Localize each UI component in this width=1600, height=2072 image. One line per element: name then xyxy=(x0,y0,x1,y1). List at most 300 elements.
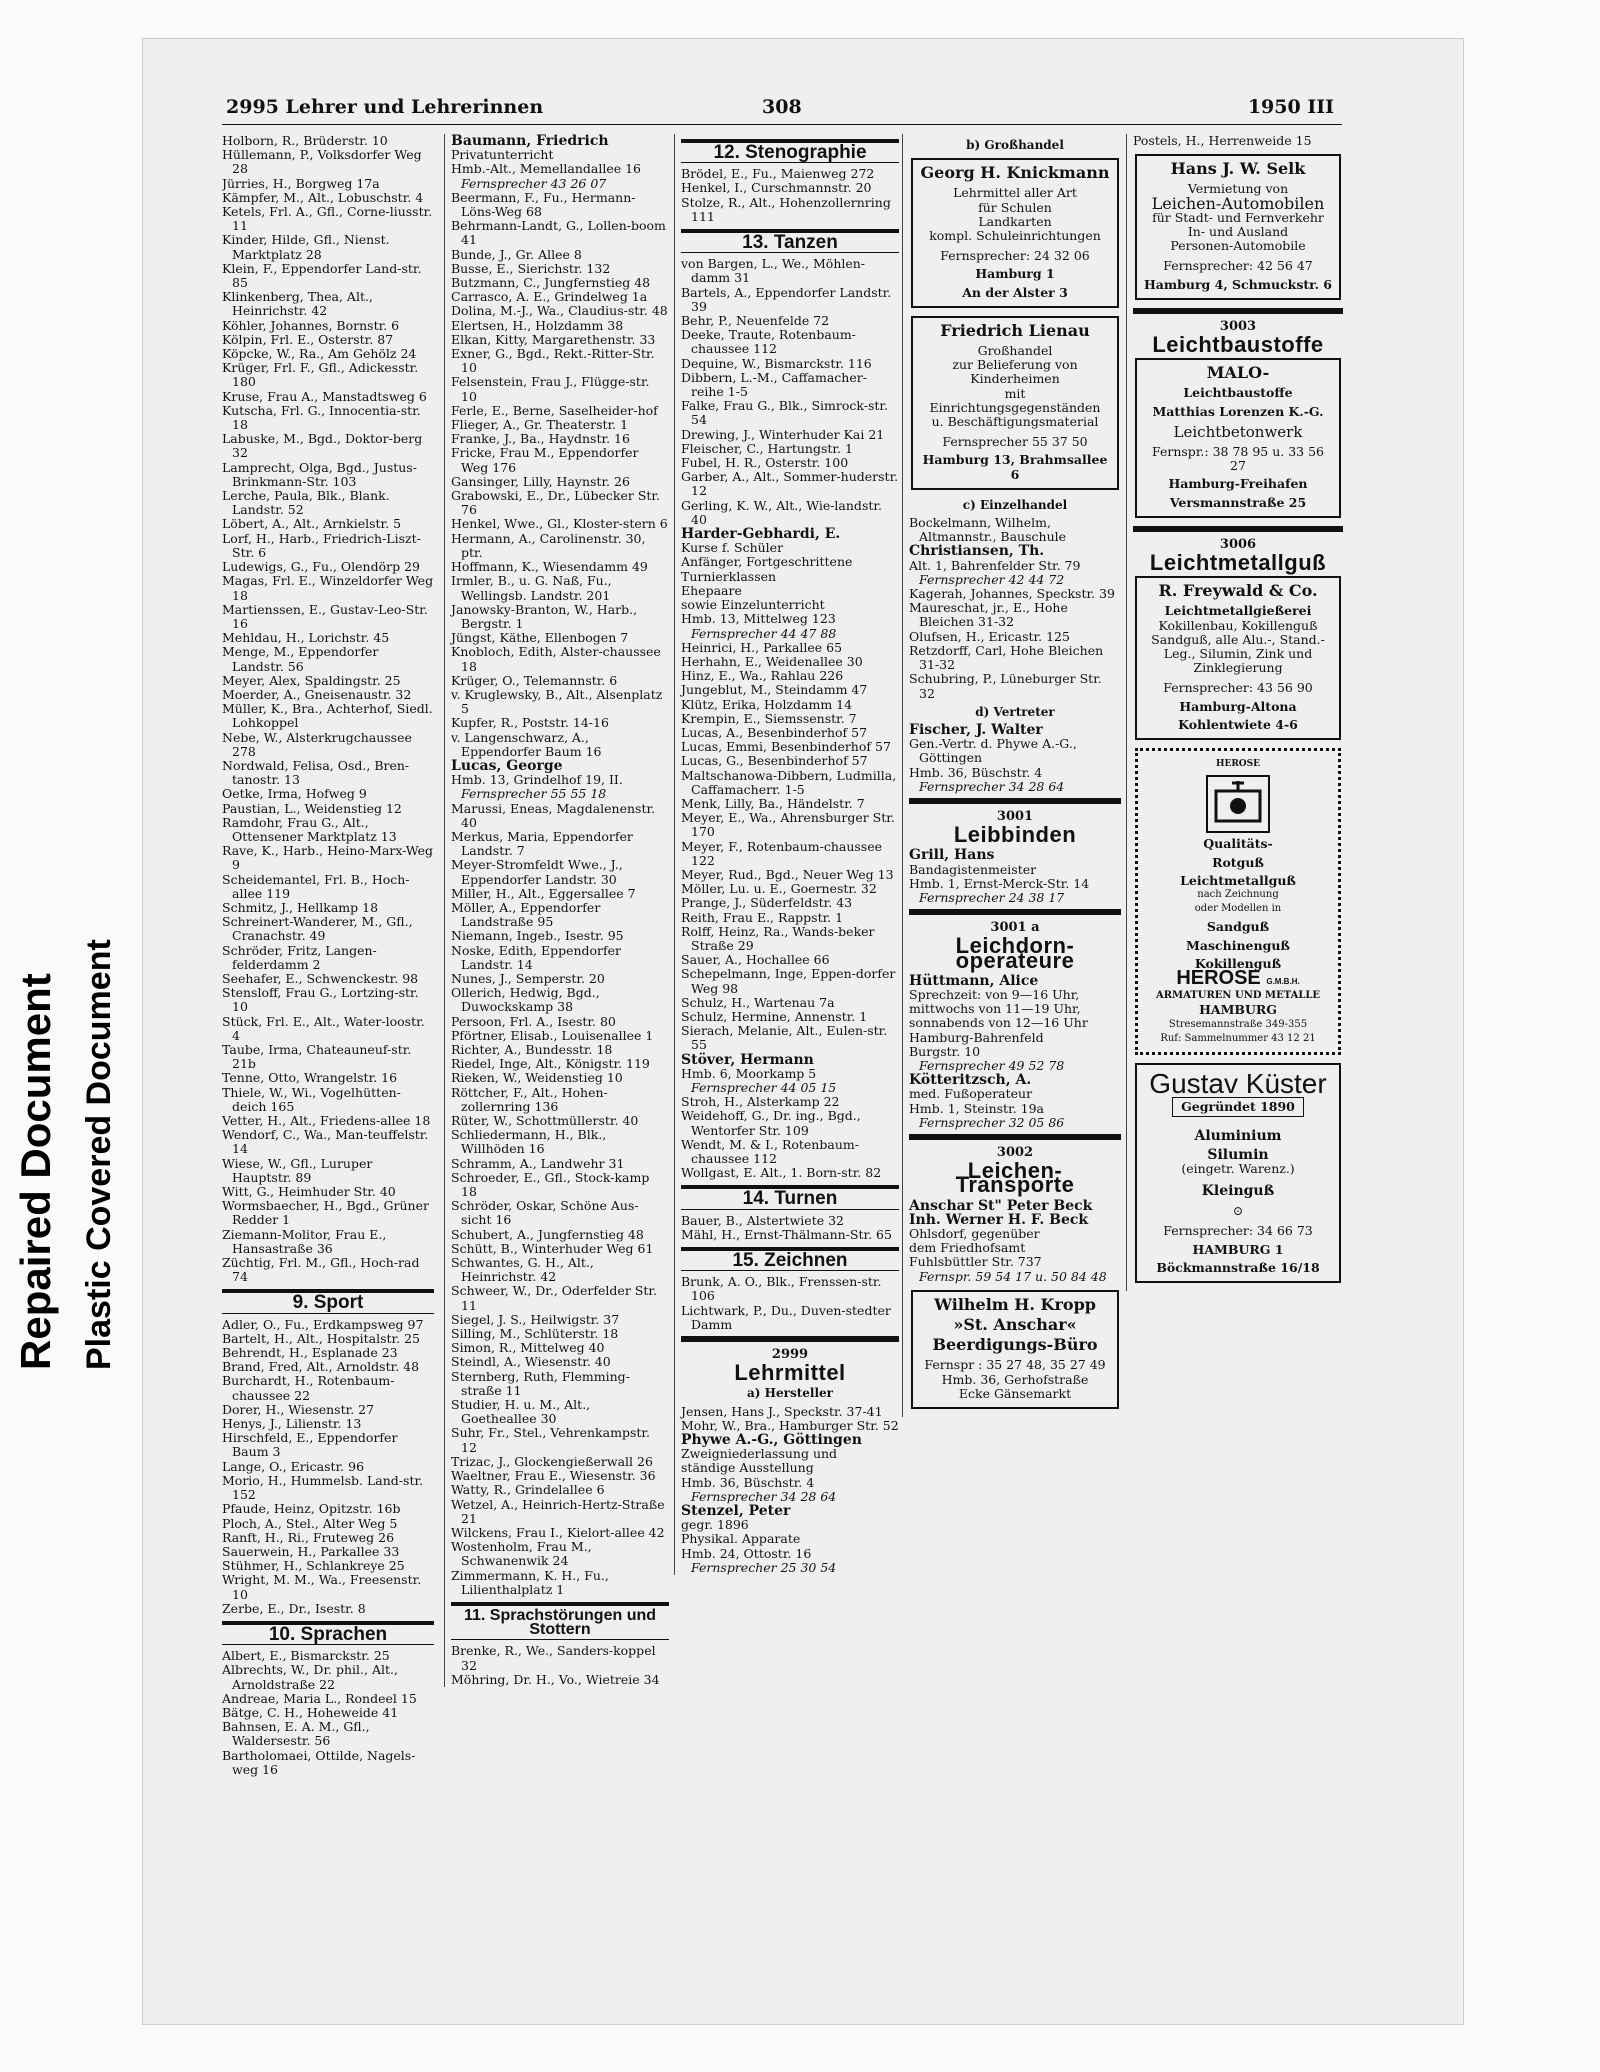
list-item: Lucas, G., Besenbinderhof 57 xyxy=(681,753,868,769)
list-item: Martienssen, E., Gustav-Leo-Str. 16 xyxy=(222,601,428,631)
section-stenographie: 12. Stenographie xyxy=(681,139,899,163)
list-item: Gen.-Vertr. d. Phywe A.-G., Göttingen xyxy=(909,736,1077,766)
list-item: Vetter, H., Alt., Friedens-allee 18 xyxy=(222,1113,431,1129)
ad-freywald-sub: Leichtmetallgießerei xyxy=(1164,603,1312,619)
list-item: Physikal. Apparate xyxy=(681,1531,801,1547)
list-item: mittwochs von 11—19 Uhr, xyxy=(909,1001,1081,1017)
ad-freywald-name: R. Freywald & Co. xyxy=(1158,581,1318,601)
list-item: Lucas, Emmi, Besenbinderhof 57 xyxy=(681,739,891,755)
list-item: Meyer, Rud., Bgd., Neuer Weg 13 xyxy=(681,866,894,882)
list-item: Grabowski, E., Dr., Lübecker Str. 76 xyxy=(451,488,660,518)
list-item: Schreinert-Wanderer, M., Gfl., Cranachstr. 49 xyxy=(222,914,413,944)
list-item: Schröder, Fritz, Langen-felderdamm 2 xyxy=(222,942,377,972)
list-item: Hmb.-Alt., Memellandallee 16 xyxy=(451,161,641,177)
entry-stoever: Stöver, Hermann xyxy=(681,1051,814,1068)
ad-knickmann-name: Georg H. Knickmann xyxy=(920,163,1110,183)
list-item: Franke, J., Ba., Haydnstr. 16 xyxy=(451,431,630,447)
christ-lines xyxy=(909,559,1121,573)
list-item: Wendt, M. & I., Rotenbaum-chaussee 112 xyxy=(681,1136,859,1167)
list-item: Krüger, Frl. F., Gfl., Adickesstr. 180 xyxy=(222,360,419,390)
list-item: Müller, K., Bra., Achterhof, Siedl. Lohkoppel xyxy=(222,701,433,731)
list-item: Lamprecht, Olga, Bgd., Justus-Brinkmann-Str. 103 xyxy=(222,459,417,489)
ad-kuester-l1: Aluminium xyxy=(1194,1128,1282,1145)
list-item: Merkus, Maria, Eppendorfer Landstr. 7 xyxy=(451,828,633,859)
list-item: Menge, M., Eppendorfer Landstr. 56 xyxy=(222,644,379,674)
list-item: Meyer, E., Wa., Ahrensburger Str. 170 xyxy=(681,810,895,840)
list-item: Knobloch, Edith, Alster-chaussee 18 xyxy=(451,644,661,674)
list-item: Stück, Frl. E., Alt., Water-loostr. 4 xyxy=(222,1013,425,1043)
list-item: Janowsky-Branton, W., Harb., Bergstr. 1 xyxy=(451,601,638,631)
ad-kropp xyxy=(911,1290,1119,1409)
list-item: Möller, Lu. u. E., Goernestr. 32 xyxy=(681,881,877,897)
huett-phone: Fernsprecher 49 52 78 xyxy=(919,1057,1065,1073)
list-item: Kruse, Frau A., Manstadtsweg 6 xyxy=(222,388,427,404)
column-5 xyxy=(1126,134,1343,1291)
christ-phone: Fernsprecher 42 44 72 xyxy=(919,571,1065,587)
list-item: Privatunterricht xyxy=(451,147,554,163)
list-item: Zweigniederlassung und xyxy=(681,1446,838,1462)
list-item: Stühmer, H., Schlankreye 25 xyxy=(222,1558,405,1574)
list-item: Alt. 1, Bahrenfelder Str. 79 xyxy=(909,557,1081,573)
list-item: In- und Ausland xyxy=(1187,224,1289,240)
list-item: Möller, A., Eppendorfer Landstraße 95 xyxy=(451,899,601,930)
list-item: Kokillenbau, Kokillenguß xyxy=(1158,617,1318,633)
list-item: für Schulen xyxy=(978,199,1052,215)
list-item: Klein, F., Eppendorfer Land-str. 85 xyxy=(222,260,422,291)
storung-list xyxy=(451,1644,669,1687)
section-zeichnen: 15. Zeichnen xyxy=(681,1247,899,1271)
ad-malo-addr xyxy=(1143,477,1333,509)
subhead-grosshandel: b) Großhandel xyxy=(966,138,1064,152)
ad-kuester xyxy=(1135,1063,1341,1283)
list-item: Meyer, Alex, Spaldingstr. 25 xyxy=(222,672,401,688)
ad-knickmann-phone: Fernsprecher: 24 32 06 xyxy=(940,248,1090,264)
list-item: Bartels, A., Eppendorfer Landstr. 39 xyxy=(681,284,892,314)
list-item: Menk, Lilly, Ba., Händelstr. 7 xyxy=(681,795,865,811)
list-item: Versmannstraße 25 xyxy=(1169,494,1307,510)
section-tanzen: 13. Tanzen xyxy=(681,229,899,253)
teacher-list xyxy=(222,134,434,1284)
subhead-einzelhandel: c) Einzelhandel xyxy=(962,497,1068,512)
section-rule-3002 xyxy=(909,1134,1121,1140)
section-leichtmetallguss: Leichtmetallguß xyxy=(1149,550,1327,576)
herose-addr: Stresemannstraße 349-355 xyxy=(1168,1018,1308,1030)
list-item: Kutscha, Frl. G., Innocentia-str. 18 xyxy=(222,402,421,433)
list-item: Dibbern, L.-M., Caffamacher-reihe 1-5 xyxy=(681,369,867,400)
list-item: Hmb. 13, Mittelweg 123 xyxy=(681,611,836,627)
entry-harder: Harder-Gebhardi, E. xyxy=(681,526,841,543)
fischer-lines xyxy=(909,737,1121,780)
list-item: Hmb. 1, Ernst-Merck-Str. 14 xyxy=(909,875,1090,891)
list-item: Kämpfer, M., Alt., Lobuschstr. 4 xyxy=(222,189,424,205)
list-item: Rave, K., Harb., Heino-Marx-Weg 9 xyxy=(222,843,433,873)
ad-kropp-addr xyxy=(919,1373,1111,1401)
list-item: Schweer, W., Dr., Oderfelder Str. 11 xyxy=(451,1283,657,1313)
ad-kuester-l2: Silumin xyxy=(1207,1146,1269,1163)
herose-phone: Ruf: Sammelnummer 43 12 21 xyxy=(1160,1032,1316,1044)
ad-selk-addr: Hamburg 4, Schmuckstr. 6 xyxy=(1143,276,1332,292)
list-item: Wendorf, C., Wa., Man-teuffelstr. 14 xyxy=(222,1127,429,1157)
list-item: Bunde, J., Gr. Allee 8 xyxy=(451,246,582,262)
list-item: Wiese, W., Gfl., Luruper Hauptstr. 89 xyxy=(222,1155,373,1185)
side-labels xyxy=(0,850,140,1410)
list-item: Felsenstein, Frau J., Flügge-str. 10 xyxy=(451,374,650,404)
list-item: Nunes, J., Semperstr. 20 xyxy=(451,970,605,986)
list-item: oder Modellen in xyxy=(1194,903,1282,915)
list-item: Moerder, A., Gneisenaustr. 32 xyxy=(222,686,412,702)
column-3 xyxy=(674,134,899,1575)
list-item: Butzmann, C., Jungfernstieg 48 xyxy=(451,275,651,291)
section-leibbinden: Leibbinden xyxy=(953,822,1077,848)
list-item: Anfänger, Fortgeschrittene xyxy=(681,554,853,570)
list-item: Ziemann-Molitor, Frau E., Hansastraße 36 xyxy=(222,1226,387,1256)
list-item: Suhr, Fr., Stel., Vehrenkampstr. 12 xyxy=(451,1425,650,1455)
list-item: HAMBURG 1 xyxy=(1192,1241,1284,1257)
list-item: Krempin, E., Siemssenstr. 7 xyxy=(681,710,857,726)
number-2999: 2999 xyxy=(771,1347,809,1363)
teacher-list-2 xyxy=(451,191,669,759)
section-leichdorn: Leichdorn-operateure xyxy=(955,933,1075,973)
list-item: Henys, J., Lilienstr. 13 xyxy=(222,1416,362,1432)
entry-anschar-owner: Inh. Werner H. F. Beck xyxy=(909,1211,1089,1228)
list-item: gegr. 1896 xyxy=(681,1517,749,1533)
list-item: Hoffmann, K., Wiesendamm 49 xyxy=(451,559,648,575)
subhead-vertreter: d) Vertreter xyxy=(975,704,1055,719)
list-item: Maltschanowa-Dibbern, Ludmilla, Caffamacherr. 1-5 xyxy=(681,767,897,797)
stoever-lines xyxy=(681,1067,899,1081)
list-item: zur Belieferung von xyxy=(952,357,1078,373)
list-item: Schliedermann, H., Blk., Willhöden 16 xyxy=(451,1127,607,1157)
list-item: Magas, Frl. E., Winzeldorfer Weg 18 xyxy=(222,573,434,603)
harder-phone: Fernsprecher 44 47 88 xyxy=(691,625,837,641)
ad-kropp-name: Wilhelm H. Kropp xyxy=(934,1294,1096,1314)
list-item: Richter, A., Bundesstr. 18 xyxy=(451,1042,613,1057)
herose-brand-sub: G.M.B.H. xyxy=(1266,976,1300,986)
ad-malo-owner: Matthias Lorenzen K.-G. xyxy=(1152,403,1324,419)
section-rule-3006 xyxy=(1133,526,1343,532)
ad-lienau-addr xyxy=(919,453,1111,481)
list-item: Fricke, Frau M., Eppendorfer Weg 176 xyxy=(451,445,639,475)
list-item: Lehrmittel aller Art xyxy=(953,185,1077,201)
list-item: Bandagistenmeister xyxy=(909,861,1037,877)
list-item: Stolze, R., Alt., Hohenzollernring 111 xyxy=(681,194,891,224)
ad-lienau xyxy=(911,316,1119,490)
ad-kuester-l3: (eingetr. Warenz.) xyxy=(1181,1160,1295,1176)
list-item: Henkel, Wwe., Gl., Kloster-stern 6 xyxy=(451,516,668,532)
list-item: Kurse f. Schüler xyxy=(681,540,784,556)
list-item: Lichtwark, P., Du., Duven-stedter Damm xyxy=(681,1302,891,1332)
list-item: mit xyxy=(1004,385,1026,401)
list-item: Scheidemantel, Frl. B., Hoch-allee 119 xyxy=(222,871,410,901)
list-item: Ketels, Frl. A., Gfl., Corne-liusstr. 11 xyxy=(222,204,433,234)
list-item: Hamburg-Bahrenfeld xyxy=(909,1029,1044,1045)
herose-l1: Rotguß xyxy=(1212,854,1264,870)
herose-logo-badge: HEROSE xyxy=(1215,759,1261,770)
list-item: Weidehoff, G., Dr. ing., Bgd., Wentorfer Str. 109 xyxy=(681,1108,861,1138)
huett-lines xyxy=(909,988,1121,1059)
ad-selk-name: Hans J. W. Selk xyxy=(1170,159,1306,179)
harder-lines xyxy=(681,541,899,626)
list-item: Prange, J., Süderfeldstr. 43 xyxy=(681,895,853,911)
herose-arm: ARMATUREN UND METALLE xyxy=(1155,990,1321,1002)
list-item: Hamburg-Altona xyxy=(1179,698,1297,714)
section-rule-3001a xyxy=(909,909,1121,915)
number-3003: 3003 xyxy=(1219,318,1257,334)
list-item: Wostenholm, Frau M., Schwanenwik 24 xyxy=(451,1539,592,1569)
number-3002: 3002 xyxy=(996,1144,1034,1160)
entry-postels: Postels, H., Herrenweide 15 xyxy=(1133,134,1312,148)
ad-knickmann-addr xyxy=(919,267,1111,299)
column-1 xyxy=(222,134,434,1777)
stenzel-phone: Fernsprecher 25 30 54 xyxy=(691,1559,837,1575)
stenzel-lines xyxy=(681,1518,899,1561)
list-item: Lucas, A., Besenbinderhof 57 xyxy=(681,724,868,740)
list-item: Wollgast, E. Alt., 1. Born-str. 82 xyxy=(681,1165,882,1181)
ad-freywald-lines xyxy=(1143,619,1333,676)
list-item: Bahnsen, E. A. M., Gfl., Waldersestr. 56 xyxy=(222,1719,370,1749)
list-item: Exner, G., Bgd., Rekt.-Ritter-Str. 10 xyxy=(451,346,655,376)
section-leichentransporte: Leichen-Transporte xyxy=(955,1158,1075,1198)
list-item: Zimmermann, K. H., Fu., Lilienthalplatz 1 xyxy=(451,1567,609,1597)
list-item: Hmb. 13, Grindelhof 19, II. xyxy=(451,772,623,788)
list-item: Holborn, R., Brüderstr. 10 xyxy=(222,134,388,148)
list-item: Carrasco, A. E., Grindelweg 1a xyxy=(451,289,648,305)
ad-freywald xyxy=(1135,576,1341,740)
list-item: Albert, E., Bismarckstr. 25 xyxy=(222,1648,390,1664)
list-item: Beermann, F., Fu., Hermann-Löns-Weg 68 xyxy=(451,189,636,220)
list-item: Nebe, W., Alsterkrugchaussee 278 xyxy=(222,729,412,759)
einzel-list xyxy=(909,516,1121,544)
list-item: Fubel, H. R., Osterstr. 100 xyxy=(681,455,849,471)
list-item: Meyer, F., Rotenbaum-chaussee 122 xyxy=(681,838,883,868)
list-item: Rüter, W., Schottmüllerstr. 40 xyxy=(451,1113,639,1129)
subhead-hersteller: a) Hersteller xyxy=(747,1386,833,1401)
list-item: Simon, R., Mittelweg 40 xyxy=(451,1340,605,1356)
list-item: Reith, Frau E., Rappstr. 1 xyxy=(681,909,844,925)
list-item: Watty, R., Grindelallee 6 xyxy=(451,1482,605,1498)
fischer-phone: Fernsprecher 34 28 64 xyxy=(919,778,1065,794)
list-item: Paustian, L., Weidenstieg 12 xyxy=(222,800,402,816)
ansch-phone: Fernspr. 59 54 17 u. 50 84 48 xyxy=(919,1268,1107,1284)
list-item: dem Friedhofsamt xyxy=(909,1240,1026,1256)
ad-malo-name: MALO- xyxy=(1206,363,1270,383)
ad-malo xyxy=(1135,358,1341,518)
entry-baumann: Baumann, Friedrich xyxy=(451,134,609,149)
list-item: Dolina, M.-J., Wa., Claudius-str. 48 xyxy=(451,303,668,319)
list-item: von Bargen, L., We., Möhlen-damm 31 xyxy=(681,256,866,286)
list-item: Olufsen, H., Ericastr. 125 xyxy=(909,628,1070,644)
list-item: Personen-Automobile xyxy=(1170,238,1306,254)
list-item: kompl. Schuleinrichtungen xyxy=(929,228,1101,244)
list-item: Züchtig, Frl. M., Gfl., Hoch-rad 74 xyxy=(222,1255,420,1285)
list-item: Landkarten xyxy=(978,213,1052,229)
ad-knickmann xyxy=(911,158,1119,308)
herose-note xyxy=(1144,888,1332,916)
section-rule-3003 xyxy=(1133,308,1343,314)
list-item: Busse, E., Sierichstr. 132 xyxy=(451,260,611,276)
page-number: 308 xyxy=(762,96,802,118)
list-item: Brunk, A. O., Blk., Frenssen-str. 106 xyxy=(681,1274,882,1304)
list-item: Mähl, H., Ernst-Thälmann-Str. 65 xyxy=(681,1226,892,1242)
number-3001: 3001 xyxy=(996,808,1034,824)
list-item: Kupfer, R., Poststr. 14-16 xyxy=(451,715,609,731)
list-item: Sternberg, Ruth, Flemming-straße 11 xyxy=(451,1368,630,1398)
section-rule xyxy=(681,1336,899,1342)
list-item: Noske, Edith, Eppendorfer Landstr. 14 xyxy=(451,942,622,972)
list-item: Wright, M. M., Wa., Freesenstr. 10 xyxy=(222,1572,422,1602)
section-leichtbaustoffe: Leichtbaustoffe xyxy=(1152,332,1324,358)
list-item: Waeltner, Frau E., Wiesenstr. 36 xyxy=(451,1468,656,1484)
list-item: Miller, H., Alt., Eggersallee 7 xyxy=(451,885,636,901)
list-item: Hmb. 36, Gerhofstraße xyxy=(941,1371,1089,1387)
list-item: Ludewigs, G., Fu., Olendörp 29 xyxy=(222,559,420,575)
ad-kuester-addr xyxy=(1143,1243,1333,1275)
list-item: Bartelt, H., Alt., Hospitalstr. 25 xyxy=(222,1330,420,1346)
ad-kropp-sub2: Beerdigungs-Büro xyxy=(932,1335,1098,1355)
list-item: Garber, A., Alt., Sommer-huderstr. 12 xyxy=(681,469,899,499)
entry-grill: Grill, Hans xyxy=(909,847,995,864)
list-item: Gerling, K. W., Alt., Wie-landstr. 40 xyxy=(681,497,882,527)
sport-list xyxy=(222,1318,434,1616)
list-item: Studier, H. u. M., Alt., Goetheallee 30 xyxy=(451,1397,591,1427)
list-item: Hmb. 6, Moorkamp 5 xyxy=(681,1065,817,1081)
entry-lucas: Lucas, George xyxy=(451,757,563,774)
list-item: Steindl, A., Wiesenstr. 40 xyxy=(451,1354,611,1370)
list-item: Fleischer, C., Hartungstr. 1 xyxy=(681,440,853,456)
list-item: Schepelmann, Inge, Eppen-dorfer Weg 98 xyxy=(681,966,896,996)
einzel-list-2 xyxy=(909,587,1121,701)
section-sport: 9. Sport xyxy=(222,1289,434,1313)
entry-huettmann: Hüttmann, Alice xyxy=(909,972,1039,989)
section-turnen: 14. Turnen xyxy=(681,1185,899,1209)
list-item: nach Zeichnung xyxy=(1197,888,1279,900)
phywe-phone: Fernsprecher 34 28 64 xyxy=(691,1488,837,1504)
list-item: Pförtner, Elisab., Louisenallee 1 xyxy=(451,1027,654,1043)
list-item: Heinrici, H., Parkallee 65 xyxy=(681,639,843,655)
list-item: Labuske, M., Bgd., Doktor-berg 32 xyxy=(222,431,423,461)
list-item: Elertsen, H., Holzdamm 38 xyxy=(451,317,624,333)
sprachen-list xyxy=(222,1649,434,1777)
ad-kuester-symbol: ⊙ xyxy=(1232,1203,1244,1219)
ad-selk xyxy=(1135,154,1341,300)
herose-l4: Maschinenguß xyxy=(1186,937,1290,953)
list-item: Taube, Irma, Chateauneuf-str. 21b xyxy=(222,1042,412,1072)
list-item: Ohlsdorf, gegenüber xyxy=(909,1226,1040,1241)
list-item: Schubert, A., Jungfernstieg 48 xyxy=(451,1226,644,1242)
entry-stenzel: Stenzel, Peter xyxy=(681,1503,791,1520)
list-item: Ecke Gänsemarkt xyxy=(958,1385,1072,1401)
ad-selk-lines2 xyxy=(1143,211,1333,254)
list-item: Jensen, Hans J., Speckstr. 37-41 xyxy=(681,1403,883,1419)
list-item: Hinz, E., Wa., Rahlau 226 xyxy=(681,668,844,684)
ad-knickmann-lines xyxy=(919,186,1111,243)
list-item: Burgstr. 10 xyxy=(909,1043,981,1059)
ad-kuester-founded: Gegründet 1890 xyxy=(1172,1097,1304,1117)
list-item: Rolff, Heinz, Ra., Wands-beker Straße 29 xyxy=(681,923,875,953)
list-item: Stensloff, Frau G., Lortzing-str. 10 xyxy=(222,985,419,1015)
list-item: Elkan, Kitty, Margarethenstr. 33 xyxy=(451,331,656,347)
ad-kuester-phone: Fernsprecher: 34 66 73 xyxy=(1163,1223,1313,1239)
list-item: Hmb. 36, Büschstr. 4 xyxy=(909,764,1043,780)
list-item: Ferle, E., Berne, Saselheider-hof xyxy=(451,402,658,418)
list-item: Vermietung von xyxy=(1187,181,1289,197)
section-rule-3001 xyxy=(909,798,1121,804)
list-item: Schroeder, E., Gfl., Stock-kamp 18 xyxy=(451,1169,650,1200)
list-item: Leg., Silumin, Zink und xyxy=(1163,646,1313,662)
list-item: Turnierklassen xyxy=(681,568,777,584)
list-item: Zerbe, E., Dr., Isestr. 8 xyxy=(222,1600,366,1616)
list-item: Sandguß, alle Alu.-, Stand.- xyxy=(1151,631,1325,647)
koett-phone: Fernsprecher 32 05 86 xyxy=(919,1114,1065,1130)
list-item: Bätge, C. H., Hoheweide 41 xyxy=(222,1704,399,1720)
list-item: Kinder, Hilde, Gfl., Nienst. Marktplatz 28 xyxy=(222,232,390,262)
list-item: Lorf, H., Harb., Friedrich-Liszt-Str. 6 xyxy=(222,530,421,560)
list-item: Kölpin, Frl. E., Osterstr. 87 xyxy=(222,331,394,347)
list-item: Gansinger, Lilly, Haynstr. 26 xyxy=(451,473,630,489)
ad-herose xyxy=(1135,748,1341,1055)
number-3001a: 3001 a xyxy=(990,920,1040,936)
steno-list xyxy=(681,167,899,224)
list-item: Fuhlsbüttler Str. 737 xyxy=(909,1254,1042,1270)
section-sprachstoerungen: 11. Sprachstörungen und Stottern xyxy=(451,1602,669,1640)
list-item: Drewing, J., Winterhuder Kai 21 xyxy=(681,426,885,442)
list-item: Schröder, Oskar, Schöne Aus-sicht 16 xyxy=(451,1198,639,1228)
list-item: Hmb. 24, Ottostr. 16 xyxy=(681,1545,812,1561)
list-item: Ehepaare xyxy=(681,582,742,598)
list-item: Burchardt, H., Rotenbaum-chaussee 22 xyxy=(222,1373,395,1403)
page-header xyxy=(222,98,1342,125)
list-item: Rieken, W., Weidenstieg 10 xyxy=(451,1070,623,1086)
baumann-lines xyxy=(451,148,669,176)
list-item: für Stadt- und Fernverkehr xyxy=(1152,209,1324,225)
list-item: Adler, O., Fu., Erdkampsweg 97 xyxy=(222,1316,424,1332)
grill-lines xyxy=(909,863,1121,891)
list-item: sonnabends von 12—16 Uhr xyxy=(909,1015,1088,1031)
list-item: Niemann, Ingeb., Isestr. 95 xyxy=(451,928,624,944)
list-item: Herhahn, E., Weidenallee 30 xyxy=(681,653,863,669)
list-item: Krüger, O., Telemannstr. 6 xyxy=(451,672,618,688)
ad-kuester-name: Gustav Küster xyxy=(1149,1067,1327,1099)
list-item: Möhring, Dr. H., Vo., Wietreie 34 xyxy=(451,1671,660,1687)
list-item: Wormsbaecher, H., Bgd., Grüner Redder 1 xyxy=(222,1198,429,1228)
list-item: sowie Einzelunterricht xyxy=(681,597,825,613)
plastic-covered-label: Plastic Covered Document xyxy=(80,939,118,1370)
herose-brand xyxy=(1144,966,1332,989)
ad-lienau-phone: Fernsprecher 55 37 50 xyxy=(942,434,1088,450)
list-item: Hamburg-Freihafen xyxy=(1168,476,1308,492)
zeichnen-list xyxy=(681,1275,899,1332)
herose-logo-icon xyxy=(1206,775,1270,833)
lucas-phone: Fernsprecher 55 55 18 xyxy=(461,786,607,802)
list-item: Kohlentwiete 4-6 xyxy=(1178,716,1298,732)
list-item: Hermann, A., Carolinenstr. 30, ptr. xyxy=(451,530,646,560)
list-item: Sauerwein, H., Parkallee 33 xyxy=(222,1543,400,1559)
list-item: Einrichtungsgegenständen xyxy=(929,399,1101,415)
list-item: Schramm, A., Landwehr 31 xyxy=(451,1155,625,1171)
list-item: Flieger, A., Gr. Theaterstr. 1 xyxy=(451,417,629,433)
entry-fischer: Fischer, J. Walter xyxy=(909,721,1043,738)
koett-lines xyxy=(909,1087,1121,1115)
list-item: Klütz, Erika, Holzdamm 14 xyxy=(681,696,853,712)
ad-kropp-sub1: »St. Anschar« xyxy=(953,1315,1077,1335)
ad-lienau-lines xyxy=(919,344,1111,429)
list-item: Pfaude, Heinz, Opitzstr. 16b xyxy=(222,1501,401,1517)
header-section-title: 2995 Lehrer und Lehrerinnen xyxy=(226,96,544,118)
number-3006: 3006 xyxy=(1219,536,1257,552)
entry-christiansen: Christiansen, Th. xyxy=(909,543,1045,560)
herose-l2: Leichtmetallguß xyxy=(1180,872,1296,888)
herose-q: Qualitäts- xyxy=(1203,836,1273,852)
